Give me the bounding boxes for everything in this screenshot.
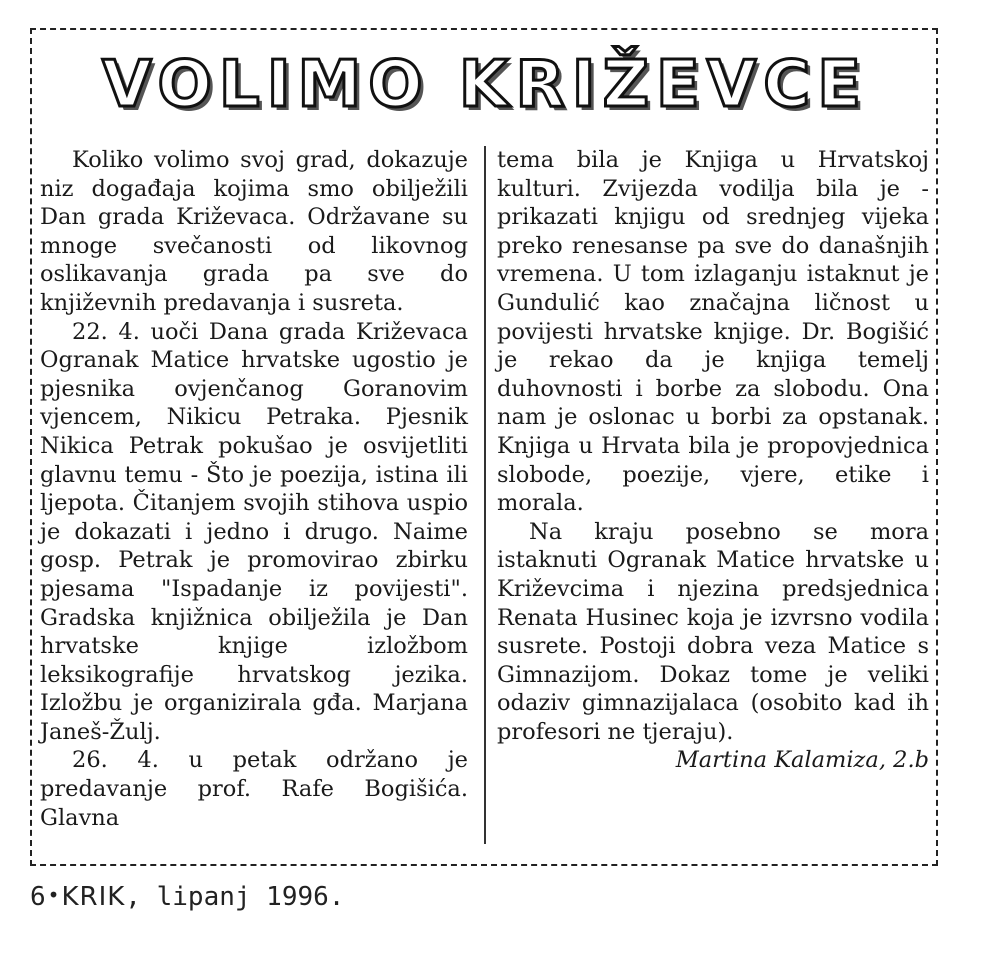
bullet-icon: • (47, 883, 60, 907)
article-title (70, 46, 900, 124)
page-footer (30, 882, 344, 912)
paragraph: tema bila je Knjiga u Hrvatskoj kulturi. Zvijezda vodilja bila je - prikazati knjigu od srednjeg vijeka preko renesanse pa sve do današnjih vremena. U tom izlaganju istaknut je Gundulić kao značajna ličnost u povijesti hrvatske knjige. Dr. Bogišić je rekao da je knjiga temelj duhovnosti i borbe za slobodu. Ona nam je oslonac u borbi za opstanak. Knjiga u Hrvata bila je propovjednica slobode, poezije, vjere, etike i morala. (497, 147, 929, 517)
paragraph: 26. 4. u petak održano je predavanje prof. Rafe Bogišića. Glavna (40, 747, 468, 831)
author-signature: Martina Kalamiza, 2.b (675, 747, 929, 774)
issue-date: , lipanj 1996. (125, 882, 345, 912)
article-title-text: VOLIMO KRIŽEVCE (102, 48, 868, 122)
page-number: 6 (30, 882, 46, 912)
paragraph: Koliko volimo svoj grad, dokazuje niz događaja kojima smo obilježili Dan grada Križevaca. Održavane su mnoge svečanosti od likovnog oslikavanja grada pa sve do književnih predavanja i susreta. (40, 147, 468, 316)
magazine-name: KRIK (61, 882, 126, 912)
paragraph: 22. 4. uoči Dana grada Križevaca Ogranak Matice hrvatske ugostio je pjesnika ovjenčanog Goranovim vjencem, Nikicu Petraka. Pjesnik Nikica Petrak pokušao je osvijetliti glavnu temu - Što je poezija, istina ili ljepota. Čitanjem svojih stihova uspio je dokazati i jedno i drugo. Naime gosp. Petrak je promovirao zbirku pjesama "Ispadanje iz povijesti". Gradska knjižnica obilježila je Dan hrvatske knjige izložbom leksikografije hrvatskog jezika. Izložbu je organizirala gđa. Marjana Janeš-Žulj. (40, 318, 468, 745)
column-divider (484, 146, 486, 844)
left-column (40, 146, 468, 832)
right-column (497, 146, 929, 775)
paragraph: Na kraju posebno se mora istaknuti Ogranak Matice hrvatske u Križevcima i njezina predsjednica Renata Husinec koja je izvrsno vodila susrete. Postoji dobra veza Matice s Gimnazijom. Dokaz tome je veliki odaziv gimnazijalaca (osobito kad ih profesori ne tjeraju). (497, 518, 929, 745)
